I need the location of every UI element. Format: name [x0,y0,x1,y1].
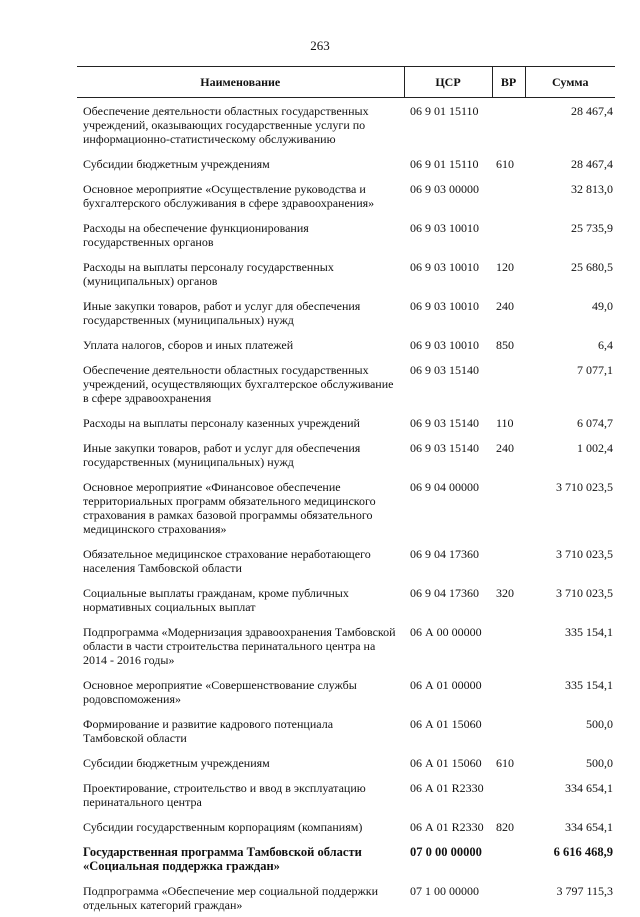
row-name: Государственная программа Тамбовской области «Социальная поддержка граждан» [77,839,404,878]
row-sum: 6 074,7 [525,410,615,435]
row-vr: 320 [492,580,525,619]
table-row [77,332,615,357]
row-sum: 49,0 [525,293,615,332]
row-sum: 334 654,1 [525,775,615,814]
row-vr: 610 [492,750,525,775]
row-csr: 06 9 03 10010 [404,293,492,332]
row-vr: 240 [492,293,525,332]
row-csr: 06 А 01 15060 [404,711,492,750]
row-csr: 06 9 03 15140 [404,357,492,410]
table-body [77,98,615,917]
row-sum: 334 654,1 [525,814,615,839]
row-name: Основное мероприятие «Финансовое обеспечение территориальных программ обязательного медицинского страхования в рамках базовой программы обязательного медицинского страхования» [77,474,404,541]
row-vr: 110 [492,410,525,435]
row-vr [492,711,525,750]
row-vr: 120 [492,254,525,293]
row-sum: 3 710 023,5 [525,541,615,580]
row-sum: 25 680,5 [525,254,615,293]
row-sum: 6 616 468,9 [525,839,615,878]
table-row [77,619,615,672]
row-name: Уплата налогов, сборов и иных платежей [77,332,404,357]
row-vr [492,357,525,410]
table-row [77,254,615,293]
row-csr: 06 9 04 17360 [404,580,492,619]
row-csr: 06 А 01 15060 [404,750,492,775]
row-name: Обязательное медицинское страхование неработающего населения Тамбовской области [77,541,404,580]
row-name: Субсидии государственным корпорациям (компаниям) [77,814,404,839]
row-name: Основное мероприятие «Осуществление руководства и бухгалтерского обслуживания в сфере здравоохранения» [77,176,404,215]
row-csr: 06 9 03 15140 [404,435,492,474]
table-row [77,839,615,878]
row-sum: 3 710 023,5 [525,474,615,541]
row-csr: 06 9 01 15110 [404,98,492,152]
table-row [77,215,615,254]
row-vr [492,672,525,711]
table-row [77,98,615,152]
header-csr: ЦСР [404,67,492,98]
row-csr: 06 9 04 17360 [404,541,492,580]
row-name: Расходы на выплаты персоналу казенных учреждений [77,410,404,435]
row-csr: 06 9 03 10010 [404,215,492,254]
header-name: Наименование [77,67,404,98]
row-sum: 28 467,4 [525,151,615,176]
row-sum: 500,0 [525,711,615,750]
row-csr: 06 А 00 00000 [404,619,492,672]
row-csr: 06 А 01 R2330 [404,775,492,814]
row-sum: 3 710 023,5 [525,580,615,619]
row-vr [492,474,525,541]
row-vr [492,839,525,878]
row-vr [492,619,525,672]
row-name: Иные закупки товаров, работ и услуг для обеспечения государственных (муниципальных) нужд [77,435,404,474]
row-csr: 06 А 01 R2330 [404,814,492,839]
table-row [77,580,615,619]
row-name: Подпрограмма «Модернизация здравоохранения Тамбовской области в части строительства перинатального центра на 2014 - 2016 годы» [77,619,404,672]
row-name: Субсидии бюджетным учреждениям [77,750,404,775]
row-sum: 3 797 115,3 [525,878,615,917]
row-sum: 335 154,1 [525,672,615,711]
row-name: Проектирование, строительство и ввод в эксплуатацию перинатального центра [77,775,404,814]
row-name: Формирование и развитие кадрового потенциала Тамбовской области [77,711,404,750]
row-sum: 500,0 [525,750,615,775]
row-sum: 28 467,4 [525,98,615,152]
row-vr [492,98,525,152]
row-csr: 07 0 00 00000 [404,839,492,878]
row-name: Основное мероприятие «Совершенствование службы родовспоможения» [77,672,404,711]
row-sum: 25 735,9 [525,215,615,254]
row-name: Иные закупки товаров, работ и услуг для обеспечения государственных (муниципальных) нужд [77,293,404,332]
header-sum: Сумма [525,67,615,98]
table-row [77,474,615,541]
row-vr [492,775,525,814]
budget-table [77,66,615,917]
row-sum: 1 002,4 [525,435,615,474]
row-csr: 06 9 03 15140 [404,410,492,435]
row-csr: 06 9 04 00000 [404,474,492,541]
row-csr: 07 1 00 00000 [404,878,492,917]
table-row [77,176,615,215]
row-name: Обеспечение деятельности областных государственных учреждений, оказывающих государственные услуги по информационно-статистическому обслуживанию [77,98,404,152]
row-vr [492,541,525,580]
table-row [77,357,615,410]
row-name: Социальные выплаты гражданам, кроме публичных нормативных социальных выплат [77,580,404,619]
row-vr: 850 [492,332,525,357]
row-vr: 610 [492,151,525,176]
table-row [77,151,615,176]
row-sum: 335 154,1 [525,619,615,672]
header-vr: ВР [492,67,525,98]
row-csr: 06 9 03 10010 [404,254,492,293]
table-row [77,293,615,332]
row-name: Расходы на выплаты персоналу государственных (муниципальных) органов [77,254,404,293]
row-name: Расходы на обеспечение функционирования государственных органов [77,215,404,254]
row-sum: 7 077,1 [525,357,615,410]
table-row [77,410,615,435]
table-row [77,814,615,839]
table-row [77,775,615,814]
row-csr: 06 9 03 00000 [404,176,492,215]
row-csr: 06 А 01 00000 [404,672,492,711]
row-vr [492,878,525,917]
table-row [77,878,615,917]
table-header-row [77,67,615,98]
table-row [77,541,615,580]
table-row [77,750,615,775]
page-number: 263 [0,38,640,54]
row-csr: 06 9 03 10010 [404,332,492,357]
table-row [77,672,615,711]
row-vr [492,176,525,215]
row-vr: 240 [492,435,525,474]
row-sum: 6,4 [525,332,615,357]
row-vr [492,215,525,254]
table-row [77,711,615,750]
row-csr: 06 9 01 15110 [404,151,492,176]
row-sum: 32 813,0 [525,176,615,215]
row-name: Обеспечение деятельности областных государственных учреждений, осуществляющих бухгалтерское обслуживание в сфере здравоохранения [77,357,404,410]
table-row [77,435,615,474]
row-vr: 820 [492,814,525,839]
row-name: Подпрограмма «Обеспечение мер социальной поддержки отдельных категорий граждан» [77,878,404,917]
row-name: Субсидии бюджетным учреждениям [77,151,404,176]
